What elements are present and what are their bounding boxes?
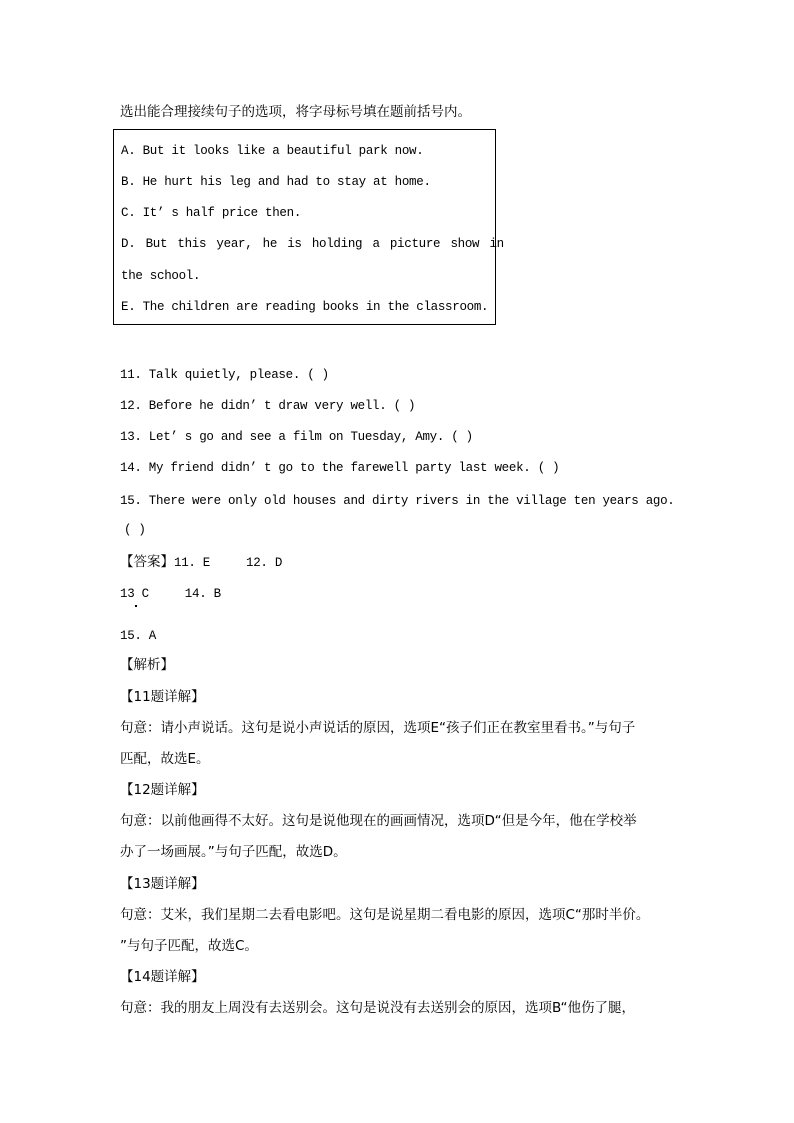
option-d-cont: the school.	[121, 269, 201, 283]
section-12-line-2: 办了一场画展。”与句子匹配，故选D。	[120, 844, 347, 860]
option-c: C. It’ s half price then.	[121, 206, 302, 220]
option-e: E. The children are reading books in the classroom.	[121, 300, 489, 314]
answers-row-1: 【答案】11. E 12. D	[120, 554, 283, 570]
section-title-13: 【13题详解】	[120, 876, 205, 892]
question-12: 12. Before he didn’ t draw very well. ( )	[120, 399, 416, 413]
question-15: 15. There were only old houses and dirty rivers in the village ten years ago.	[120, 494, 675, 508]
analysis-heading: 【解析】	[120, 657, 174, 673]
section-12-line-1: 句意：以前他画得不太好。这句是说他现在的画画情况，选项D“但是今年，他在学校举	[120, 813, 637, 829]
section-11-line-1: 句意：请小声说话。这句是说小声说话的原因，选项E“孩子们正在教室里看书。”与句子	[120, 720, 636, 736]
section-13-line-1: 句意：艾米，我们星期二去看电影吧。这句是说星期二看电影的原因，选项C“那时半价。	[120, 907, 650, 923]
section-14-line-1: 句意：我的朋友上周没有去送别会。这句是说没有去送别会的原因，选项B“他伤了腿，	[120, 1000, 636, 1016]
question-14: 14. My friend didn’ t go to the farewell party last week. ( )	[120, 461, 560, 475]
answer-blank[interactable]: ( )	[537, 461, 560, 475]
stray-dot	[135, 605, 137, 607]
answer-blank[interactable]: ( )	[307, 368, 329, 382]
instruction: 选出能合理接续句子的选项，将字母标号填在题前括号内。	[120, 104, 471, 120]
options-box	[113, 129, 504, 325]
answer-blank[interactable]: ( )	[393, 399, 416, 413]
question-13: 13. Let’ s go and see a film on Tuesday, Amy. ( )	[120, 430, 473, 444]
section-title-12: 【12题详解】	[120, 782, 205, 798]
option-a: A. But it looks like a beautiful park now.	[121, 144, 424, 158]
section-13-line-2: ”与句子匹配，故选C。	[120, 938, 258, 954]
option-d: D. But this year, he is holding a picture show in	[121, 237, 504, 251]
section-11-line-2: 匹配，故选E。	[120, 751, 210, 767]
answers-row-3: 15. A	[120, 629, 157, 643]
answers-row-2: 13 C 14. B	[120, 587, 221, 601]
answer-blank[interactable]: ( )	[451, 430, 473, 444]
answers-heading: 【答案】	[120, 554, 174, 570]
section-title-11: 【11题详解】	[120, 689, 205, 705]
question-11: 11. Talk quietly, please. ( )	[120, 368, 329, 382]
answer-blank[interactable]: ( )	[124, 523, 146, 537]
section-title-14: 【14题详解】	[120, 969, 205, 985]
option-b: B. He hurt his leg and had to stay at home.	[121, 175, 431, 189]
